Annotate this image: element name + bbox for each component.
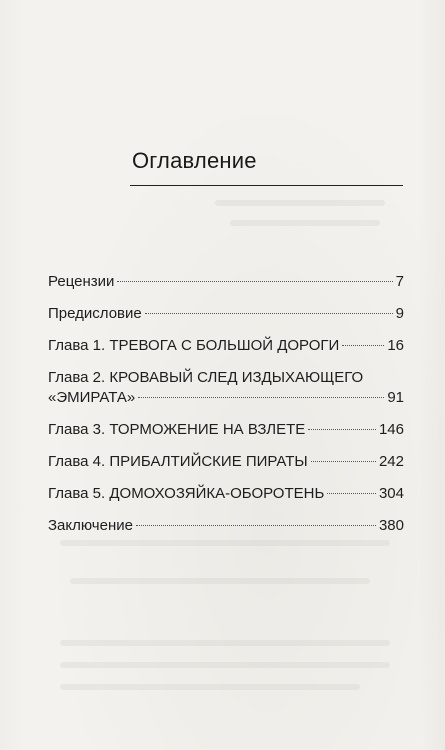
toc-entry-page: 9 [395, 305, 404, 322]
toc-entry-page: 91 [387, 389, 404, 406]
toc-entry-page: 146 [378, 421, 404, 438]
dot-leader [117, 281, 392, 282]
show-through [60, 684, 360, 690]
toc-entry-title-line1: Глава 2. КРОВАВЫЙ СЛЕД ИЗДЫХАЮЩЕГО [48, 369, 364, 386]
toc-entry-chapter-3[interactable] [48, 420, 404, 440]
show-through [60, 640, 390, 646]
toc-entry-conclusion[interactable] [48, 516, 404, 536]
toc-entry-title: Глава 5. ДОМОХОЗЯЙКА-ОБОРОТЕНЬ [48, 485, 325, 502]
toc-entry-title: Рецензии [48, 273, 115, 290]
show-through [215, 200, 385, 206]
toc-entry-page: 242 [378, 453, 404, 470]
toc-entry-title-line2: «ЭМИРАТА» [48, 389, 136, 406]
dot-leader [342, 345, 384, 346]
dot-leader [327, 493, 376, 494]
toc-entry-page: 16 [387, 337, 404, 354]
show-through [60, 662, 390, 668]
toc-entry-page: 304 [378, 485, 404, 502]
table-of-contents [48, 272, 404, 548]
toc-entry-title: Глава 1. ТРЕВОГА С БОЛЬШОЙ ДОРОГИ [48, 337, 340, 354]
toc-entry-page: 380 [378, 517, 404, 534]
toc-entry-title: Глава 3. ТОРМОЖЕНИЕ НА ВЗЛЕТЕ [48, 421, 306, 438]
toc-entry-page: 7 [395, 273, 404, 290]
toc-entry-title: Заключение [48, 517, 133, 534]
toc-entry-title: Глава 4. ПРИБАЛТИЙСКИЕ ПИРАТЫ [48, 453, 308, 470]
dot-leader [308, 429, 376, 430]
dot-leader [138, 397, 384, 398]
toc-entry-preface[interactable] [48, 304, 404, 324]
show-through [70, 578, 370, 584]
toc-entry-reviews[interactable] [48, 272, 404, 292]
page-title: Оглавление [132, 148, 257, 173]
toc-entry-chapter-2[interactable] [48, 368, 404, 408]
dot-leader [311, 461, 376, 462]
toc-entry-chapter-4[interactable] [48, 452, 404, 472]
dot-leader [136, 525, 376, 526]
show-through [230, 220, 380, 226]
toc-entry-chapter-5[interactable] [48, 484, 404, 504]
toc-entry-chapter-1[interactable] [48, 336, 404, 356]
dot-leader [145, 313, 393, 314]
toc-entry-title: Предисловие [48, 305, 142, 322]
title-rule [130, 185, 403, 186]
